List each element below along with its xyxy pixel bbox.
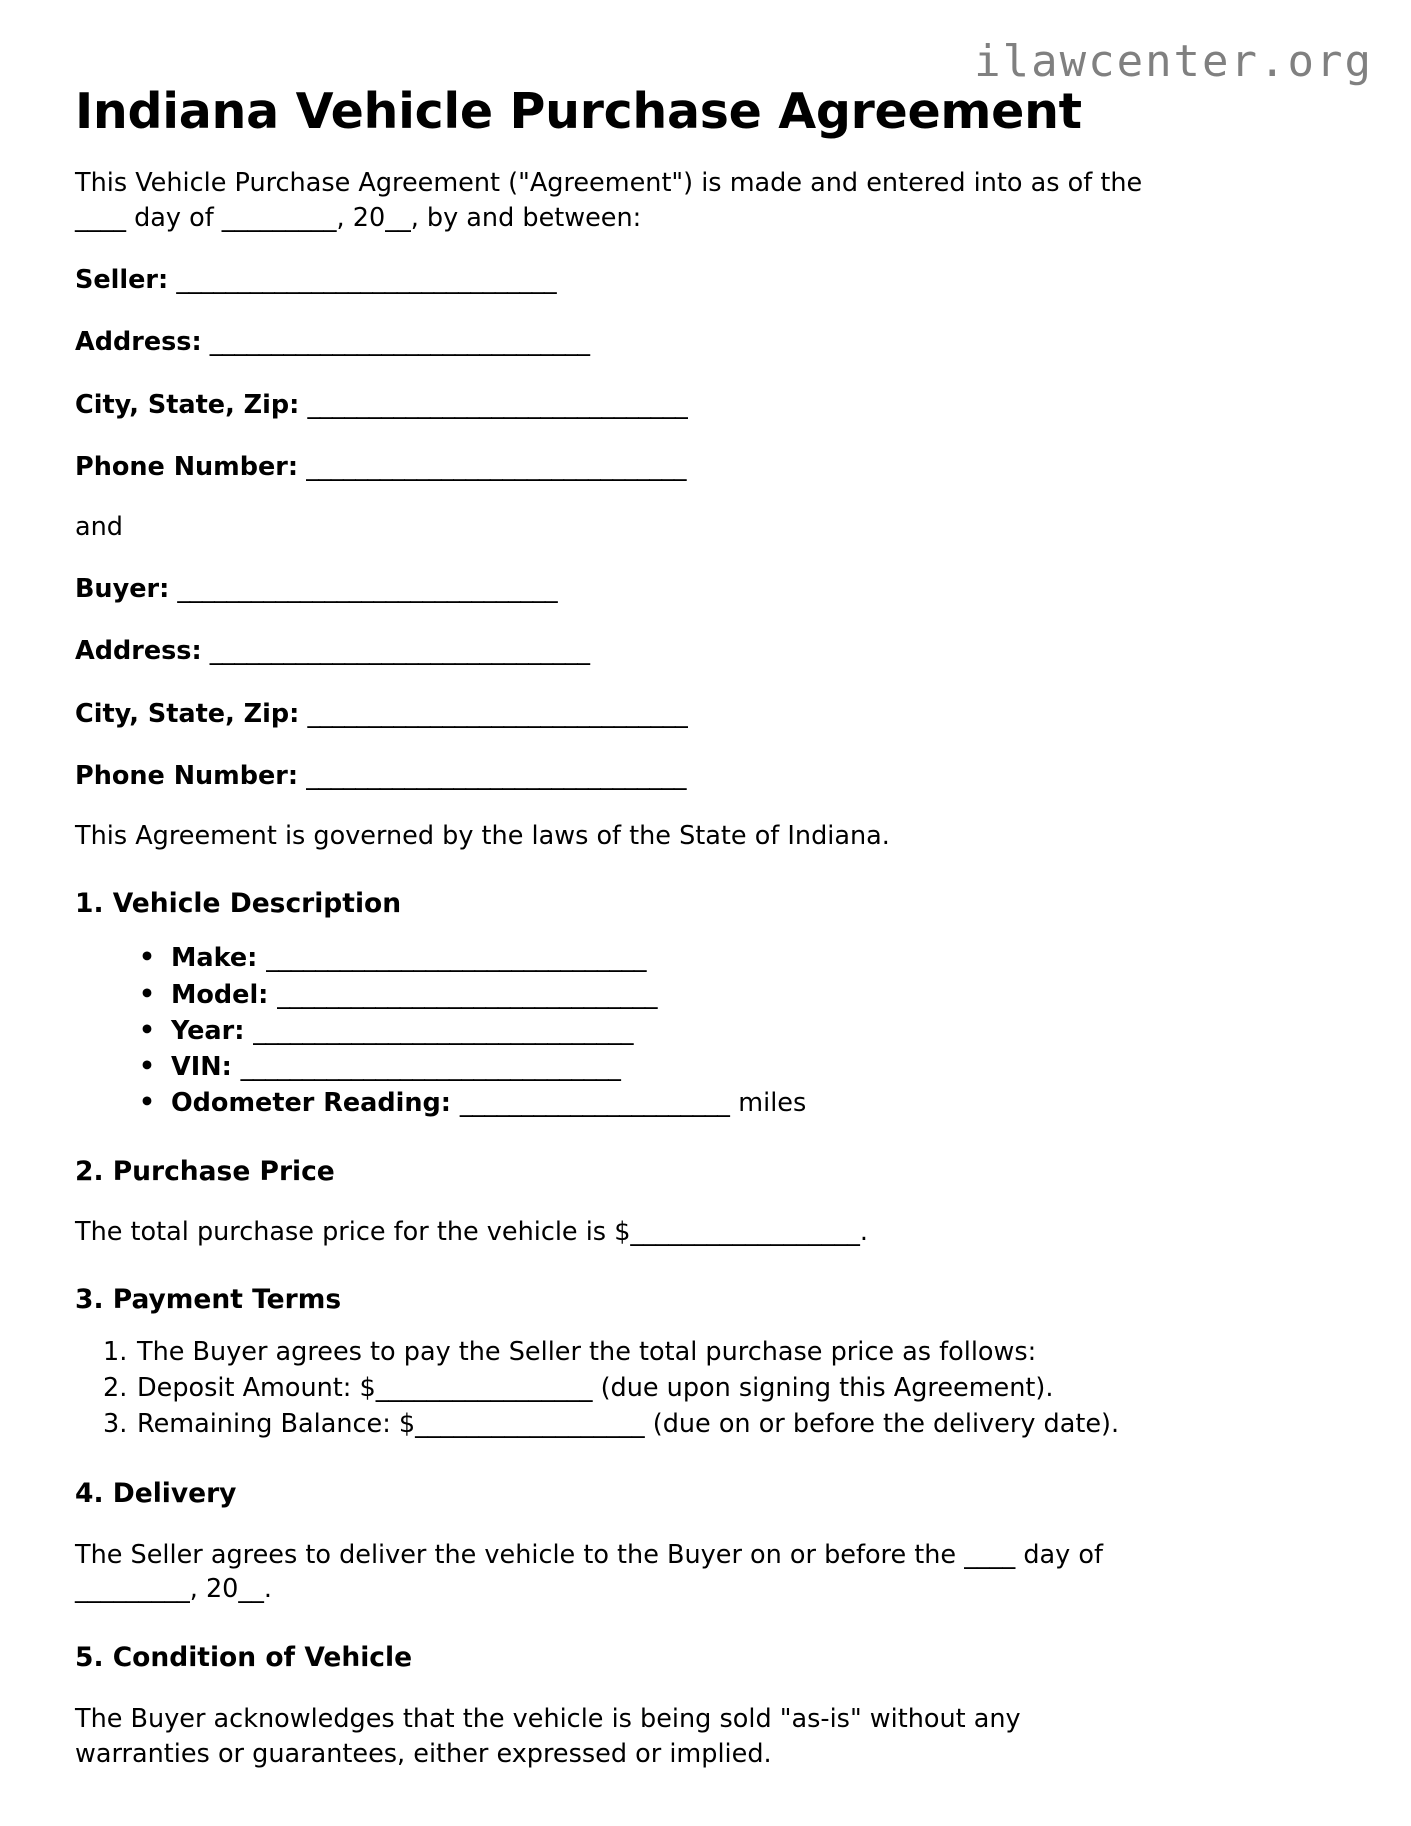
buyer-city-state-zip-blank[interactable]: _______________________________ [307,698,688,729]
delivery-text: The Seller agrees to deliver the vehicle to the Buyer on or before the ____ day of _________, 20__. [75,1539,1103,1605]
buyer-address-blank[interactable]: _______________________________ [209,636,590,667]
vehicle-vin-blank[interactable]: _______________________________ [240,1051,621,1082]
vehicle-model-blank[interactable]: _______________________________ [277,979,658,1010]
vehicle-description-list [75,920,1339,1121]
seller-name-blank[interactable]: _______________________________ [176,265,557,296]
seller-city-state-zip-blank[interactable]: _______________________________ [307,389,688,420]
buyer-address-field [75,606,1339,668]
vehicle-odometer-label: Odometer Reading: [171,1088,451,1119]
list-item [171,940,1339,976]
buyer-name-blank[interactable]: _______________________________ [177,574,558,605]
section-heading-payment-terms: 3. Payment Terms [75,1283,342,1315]
section-heading-vehicle-description: 1. Vehicle Description [75,888,402,920]
buyer-name-label: Buyer: [75,574,170,605]
section-heading-purchase-price: 2. Purchase Price [75,1156,335,1188]
governing-law-text: This Agreement is governed by the laws of the State of Indiana. [75,820,890,851]
seller-name-field [75,235,1339,297]
buyer-name-field [75,544,1339,606]
payment-terms-list [75,1316,1339,1443]
buyer-phone-field [75,731,1339,793]
list-item [171,1085,1339,1121]
list-item: Deposit Amount: $_________________ (due upon signing this Agreement). [137,1373,1054,1404]
list-item [171,977,1339,1013]
purchase-price-text: The total purchase price for the vehicle is $__________________. [75,1216,869,1247]
seller-phone-blank[interactable]: _______________________________ [306,451,686,482]
vehicle-make-label: Make: [171,943,258,974]
page-title: Indiana Vehicle Purchase Agreement [75,83,1082,140]
buyer-city-state-zip-field [75,669,1339,731]
seller-name-label: Seller: [75,265,169,296]
seller-phone-label: Phone Number: [75,451,299,482]
condition-of-vehicle-text: The Buyer acknowledges that the vehicle is being sold "as-is" without any warranties or guarantees, either expressed or implied. [75,1704,1021,1769]
seller-address-field [75,297,1339,359]
seller-address-label: Address: [75,327,202,358]
intro-paragraph: This Vehicle Purchase Agreement ("Agreement") is made and entered into as of the ____ day of _________, 20__, by and between: [75,167,1143,233]
list-item [171,1013,1339,1049]
vehicle-model-label: Model: [171,979,269,1010]
buyer-address-label: Address: [75,636,202,667]
vehicle-year-label: Year: [171,1015,245,1046]
vehicle-odometer-blank[interactable]: ______________________ [459,1088,730,1119]
and-connector: and [75,511,123,542]
buyer-city-state-zip-label: City, State, Zip: [75,698,300,729]
vehicle-odometer-unit: miles [738,1088,807,1119]
buyer-phone-blank[interactable]: _______________________________ [306,760,686,791]
list-item: Remaining Balance: $__________________ (due on or before the delivery date). [137,1409,1120,1440]
vehicle-vin-label: VIN: [171,1051,232,1082]
site-watermark: ilawcenter.org [974,36,1373,87]
section-heading-condition-of-vehicle: 5. Condition of Vehicle [75,1642,413,1674]
list-item: The Buyer agrees to pay the Seller the total purchase price as follows: [137,1337,1037,1368]
section-heading-delivery: 4. Delivery [75,1477,237,1509]
list-item [171,1049,1339,1085]
vehicle-year-blank[interactable]: _______________________________ [253,1015,634,1046]
buyer-phone-label: Phone Number: [75,760,299,791]
seller-address-blank[interactable]: _______________________________ [209,327,590,358]
seller-city-state-zip-field [75,360,1339,422]
seller-phone-field [75,422,1339,484]
seller-city-state-zip-label: City, State, Zip: [75,389,300,420]
vehicle-make-blank[interactable]: _______________________________ [266,943,646,974]
